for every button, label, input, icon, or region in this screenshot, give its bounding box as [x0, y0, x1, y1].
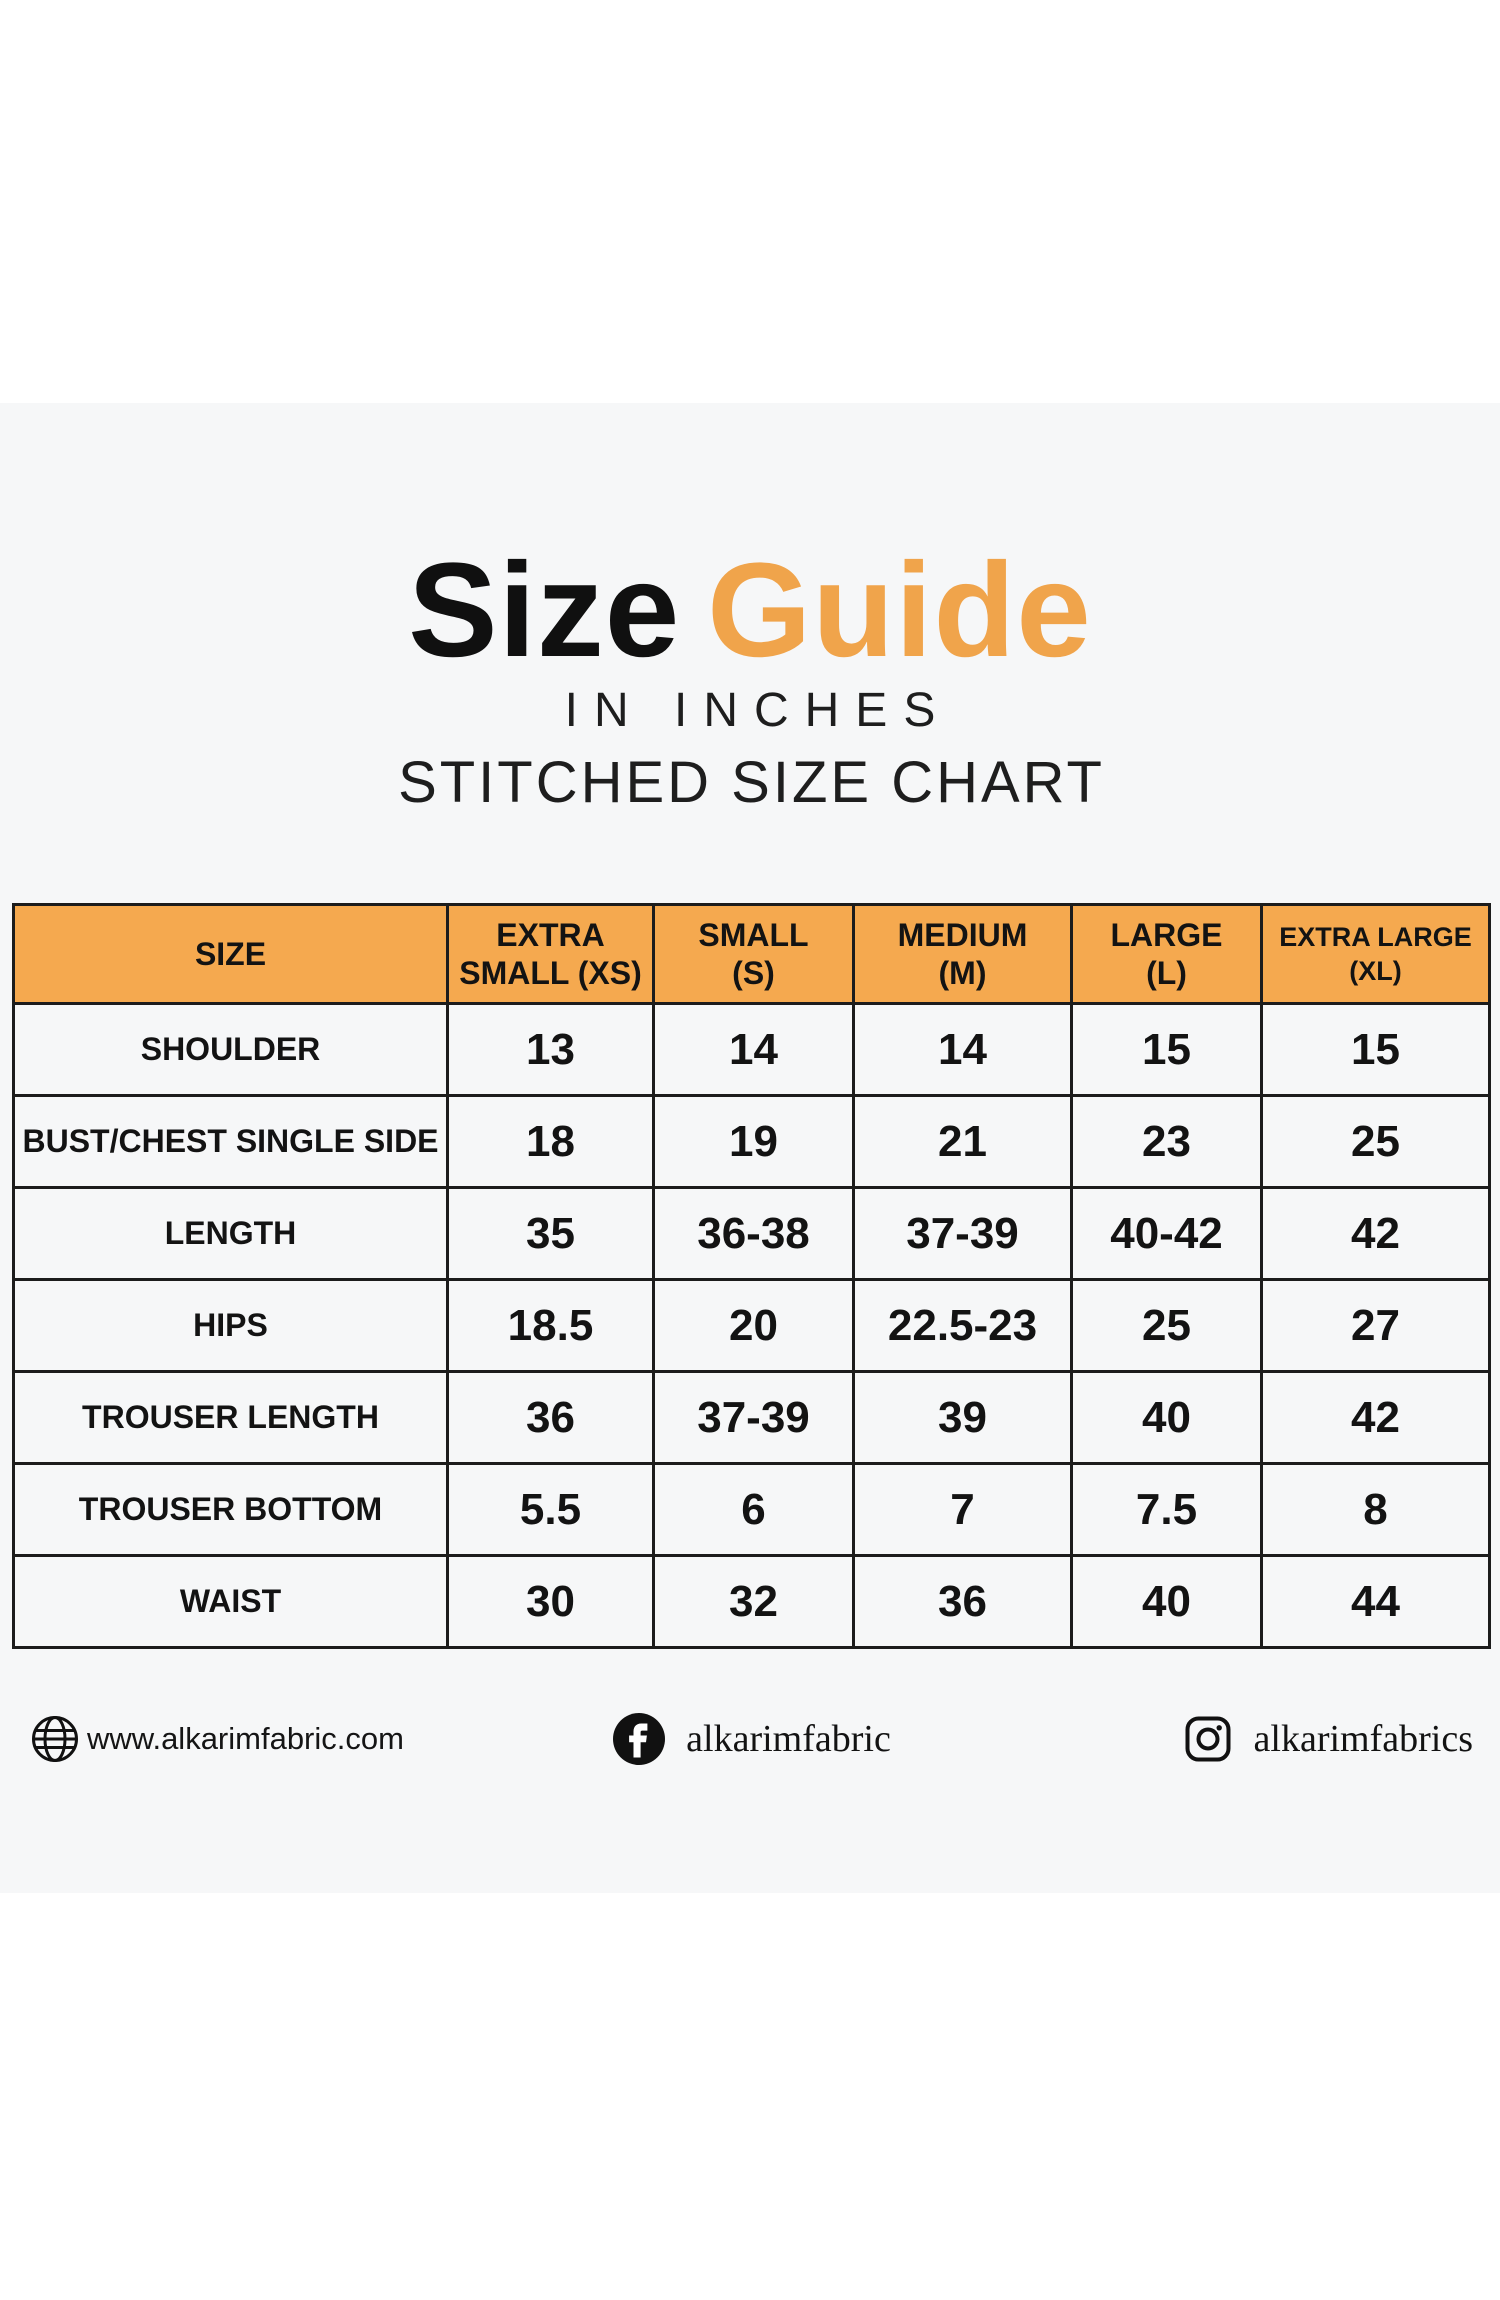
size-value-cell: 32 — [654, 1556, 854, 1648]
column-header: EXTRA SMALL (XS) — [448, 905, 654, 1004]
page-title — [0, 536, 1500, 685]
size-value-cell: 42 — [1262, 1372, 1490, 1464]
size-value-cell: 7 — [854, 1464, 1072, 1556]
size-value-cell: 18.5 — [448, 1280, 654, 1372]
size-value-cell: 40 — [1072, 1372, 1262, 1464]
subtitle-stitched-size-chart: STITCHED SIZE CHART — [398, 750, 1105, 815]
row-label: LENGTH — [14, 1188, 448, 1280]
size-value-cell: 44 — [1262, 1556, 1490, 1648]
row-label: SHOULDER — [14, 1004, 448, 1096]
size-value-cell: 15 — [1072, 1004, 1262, 1096]
facebook-handle: alkarimfabric — [686, 1718, 891, 1760]
size-value-cell: 27 — [1262, 1280, 1490, 1372]
title-word-size: Size — [408, 536, 681, 685]
row-label: TROUSER BOTTOM — [14, 1464, 448, 1556]
size-value-cell: 30 — [448, 1556, 654, 1648]
table-row — [14, 1188, 1490, 1280]
row-label: WAIST — [14, 1556, 448, 1648]
size-value-cell: 40 — [1072, 1556, 1262, 1648]
size-value-cell: 40-42 — [1072, 1188, 1262, 1280]
size-value-cell: 23 — [1072, 1096, 1262, 1188]
size-value-cell: 42 — [1262, 1188, 1490, 1280]
size-value-cell: 25 — [1262, 1096, 1490, 1188]
size-value-cell: 5.5 — [448, 1464, 654, 1556]
row-label: HIPS — [14, 1280, 448, 1372]
size-value-cell: 37-39 — [854, 1188, 1072, 1280]
globe-icon — [30, 1714, 80, 1764]
size-value-cell: 36 — [448, 1372, 654, 1464]
footer — [0, 1703, 1500, 1775]
size-value-cell: 35 — [448, 1188, 654, 1280]
row-label: BUST/CHEST SINGLE SIDE — [14, 1096, 448, 1188]
size-value-cell: 36-38 — [654, 1188, 854, 1280]
size-value-cell: 7.5 — [1072, 1464, 1262, 1556]
column-header: LARGE (L) — [1072, 905, 1262, 1004]
column-header: EXTRA LARGE (XL) — [1262, 905, 1490, 1004]
website-url: www.alkarimfabric.com — [87, 1721, 404, 1756]
table-header-row — [14, 905, 1490, 1004]
size-value-cell: 14 — [654, 1004, 854, 1096]
size-value-cell: 8 — [1262, 1464, 1490, 1556]
instagram-icon — [1184, 1715, 1232, 1763]
column-header: MEDIUM (M) — [854, 905, 1072, 1004]
size-value-cell: 21 — [854, 1096, 1072, 1188]
table-row — [14, 1096, 1490, 1188]
table-row — [14, 1004, 1490, 1096]
size-value-cell: 25 — [1072, 1280, 1262, 1372]
size-value-cell: 15 — [1262, 1004, 1490, 1096]
size-value-cell: 19 — [654, 1096, 854, 1188]
size-value-cell: 20 — [654, 1280, 854, 1372]
size-value-cell: 6 — [654, 1464, 854, 1556]
size-table — [12, 903, 1491, 1649]
size-value-cell: 13 — [448, 1004, 654, 1096]
size-value-cell: 37-39 — [654, 1372, 854, 1464]
title-word-guide: Guide — [707, 536, 1092, 685]
footer-instagram — [1184, 1715, 1473, 1763]
table-row — [14, 1372, 1490, 1464]
subtitle-in-inches: IN INCHES — [564, 684, 952, 737]
footer-facebook — [612, 1712, 891, 1766]
footer-website — [30, 1714, 404, 1764]
row-label: TROUSER LENGTH — [14, 1372, 448, 1464]
table-row — [14, 1464, 1490, 1556]
size-value-cell: 18 — [448, 1096, 654, 1188]
chart-panel — [0, 403, 1500, 1893]
size-value-cell: 39 — [854, 1372, 1072, 1464]
table-row — [14, 1556, 1490, 1648]
facebook-icon — [612, 1712, 666, 1766]
size-value-cell: 14 — [854, 1004, 1072, 1096]
size-value-cell: 36 — [854, 1556, 1072, 1648]
instagram-handle: alkarimfabrics — [1253, 1718, 1473, 1760]
size-value-cell: 22.5-23 — [854, 1280, 1072, 1372]
table-row — [14, 1280, 1490, 1372]
column-header: SMALL (S) — [654, 905, 854, 1004]
column-header-size: SIZE — [14, 905, 448, 1004]
